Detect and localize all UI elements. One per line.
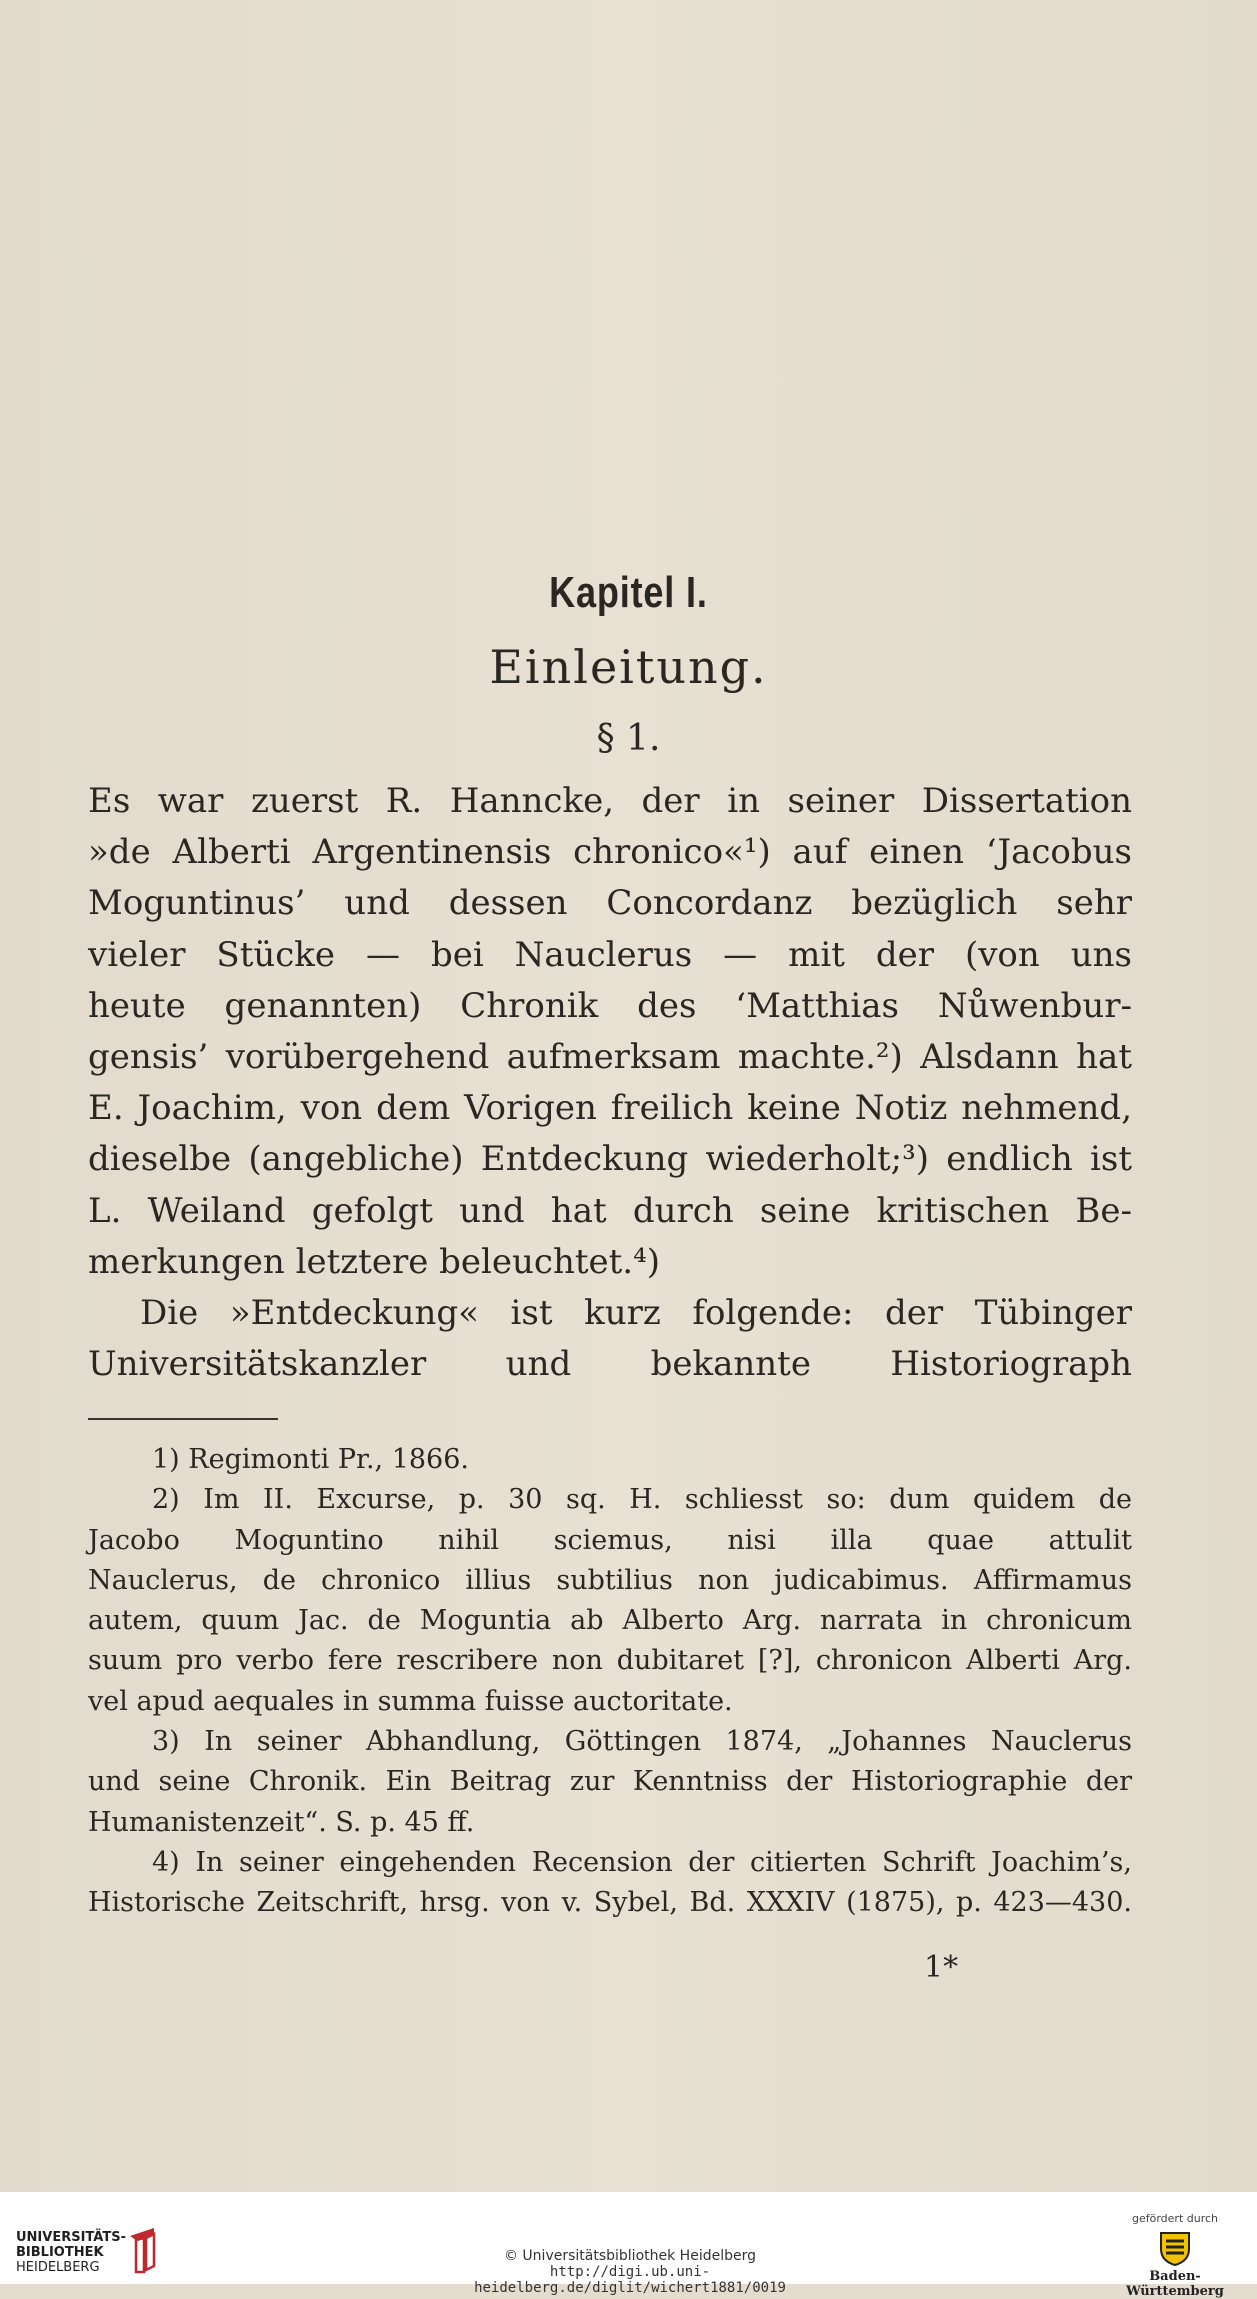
body-line: heute genannten) Chronik des ‘Matthias Nůwenbur- xyxy=(88,985,1132,1026)
footnote-line: Historische Zeitschrift, hrsg. von v. Sybel, Bd. XXXIV (1875), p. 423—430. xyxy=(88,1887,1132,1919)
viewer-footer xyxy=(0,2192,1257,2299)
footnote-line: Nauclerus, de chronico illius subtilius non judicabimus. Affirmamus xyxy=(88,1564,1132,1596)
body-line: Es war zuerst R. Hanncke, der in seiner Dissertation xyxy=(88,781,1132,821)
footnote-line: und seine Chronik. Ein Beitrag zur Kenntniss der Historiographie der xyxy=(88,1766,1132,1798)
footnotes xyxy=(88,1440,1132,1924)
body-line: dieselbe (angebliche) Entdeckung wiederholt;³) endlich ist xyxy=(88,1139,1132,1180)
body-line: Universitätskanzler und bekannte Historiograph xyxy=(88,1344,1132,1385)
body-line: gensis’ vorübergehend aufmerksam machte.²) Alsdann hat xyxy=(88,1037,1132,1078)
body-line: Moguntinus’ und dessen Concordanz bezüglich sehr xyxy=(88,883,1132,924)
footnote-line: autem, quum Jac. de Moguntia ab Alberto Arg. narrata in chronicum xyxy=(88,1605,1132,1637)
sponsor-name: Baden-Württemberg xyxy=(1126,2269,1224,2299)
copyright-notice xyxy=(400,2248,860,2296)
footnote-line: 2) Im II. Excurse, p. 30 sq. H. schliesst so: dum quidem de xyxy=(152,1484,1132,1516)
page-title: Einleitung. xyxy=(489,640,768,694)
library-name-line: UNIVERSITÄTS- xyxy=(16,2230,126,2245)
body-line: merkungen letztere beleuchtet.⁴) xyxy=(88,1241,661,1282)
chapter-heading: Kapitel I. xyxy=(549,568,708,617)
copyright-text: © Universitätsbibliothek Heidelberg xyxy=(503,2248,756,2264)
library-name-line: HEIDELBERG xyxy=(16,2260,100,2275)
footnote-line: vel apud aequales in summa fuisse auctoritate. xyxy=(88,1685,733,1717)
signature-mark: 1* xyxy=(924,1950,959,1985)
body-line: L. Weiland gefolgt und hat durch seine kritischen Be- xyxy=(88,1190,1132,1231)
footnote-line: 1) Regimonti Pr., 1866. xyxy=(152,1444,469,1475)
footnote-line: 4) In seiner eingehenden Recension der citierten Schrift Joachim’s, xyxy=(152,1846,1132,1878)
body-line: vieler Stücke — bei Nauclerus — mit der (von uns xyxy=(88,934,1132,975)
footnote-line: suum pro verbo fere rescribere non dubitaret [?], chronicon Alberti Arg. xyxy=(88,1645,1132,1677)
body-line: »de Alberti Argentinensis chronico«¹) auf einen ‘Jacobus xyxy=(88,832,1132,873)
library-logo-icon[interactable] xyxy=(124,2226,174,2276)
section-number: § 1. xyxy=(596,718,661,759)
body-text xyxy=(88,776,1132,1390)
crest-icon xyxy=(1157,2229,1193,2267)
permalink[interactable]: http://digi.ub.uni-heidelberg.de/diglit/wichert1881/0019 xyxy=(474,2264,786,2296)
library-name-line: BIBLIOTHEK xyxy=(16,2245,104,2260)
sponsor-block xyxy=(1105,2212,1245,2299)
library-logo-text[interactable] xyxy=(16,2230,126,2275)
footnote-line: 3) In seiner Abhandlung, Göttingen 1874, „Johannes Nauclerus xyxy=(152,1726,1132,1758)
footnote-line: Humanistenzeit“. S. p. 45 ff. xyxy=(88,1806,475,1838)
sponsor-label: gefördert durch xyxy=(1131,2212,1219,2225)
footnote-divider xyxy=(88,1418,278,1420)
footnote-line: Jacobo Moguntino nihil sciemus, nisi illa quae attulit xyxy=(88,1524,1132,1556)
body-line: E. Joachim, von dem Vorigen freilich keine Notiz nehmend, xyxy=(88,1088,1132,1129)
body-line: Die »Entdeckung« ist kurz folgende: der Tübinger xyxy=(140,1293,1132,1334)
